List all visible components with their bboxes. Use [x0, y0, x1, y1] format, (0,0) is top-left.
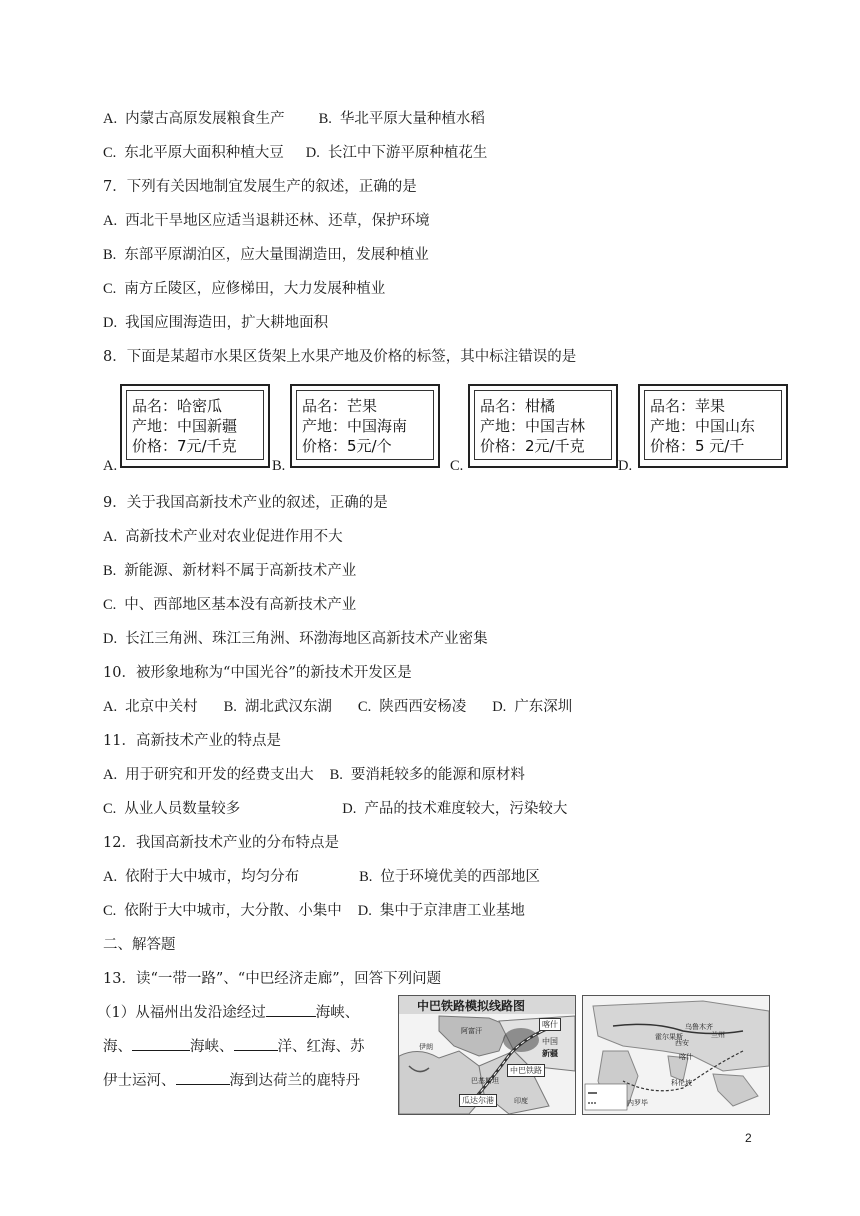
q13-text: 海峡、	[190, 1039, 234, 1055]
answer-blank[interactable]	[234, 1036, 278, 1051]
option-letter: B.	[223, 699, 237, 715]
q9-option-a	[103, 527, 343, 547]
option-letter: D.	[305, 145, 320, 161]
answer-blank[interactable]	[266, 1002, 316, 1017]
q8-option-c-letter: C.	[450, 458, 464, 474]
q7-option-c	[103, 279, 385, 299]
option-letter: A.	[103, 529, 118, 545]
q11-option-a: 用于研究和开发的经费支出大	[125, 767, 314, 783]
fruit-name: 品名：柑橘	[480, 397, 556, 415]
q6-option-d: 长江中下游平原种植花生	[327, 145, 488, 161]
option-text: 西北干旱地区应适当退耕还林、还草，保护环境	[125, 213, 430, 229]
fruit-price: 价格：5元/个	[302, 437, 392, 455]
q8-stem: 8．下面是某超市水果区货架上水果产地及价格的标签，其中标注错误的是	[103, 349, 577, 365]
fruit-price: 价格：2元/千克	[480, 437, 585, 455]
q6-option-row-1	[103, 109, 485, 129]
q13-text: 海到达荷兰的鹿特丹	[229, 1073, 360, 1089]
map-label-xian: 西安	[675, 1039, 689, 1047]
q10-option-d: 广东深圳	[514, 699, 573, 715]
q12-option-row-2	[103, 901, 525, 921]
map-label-china: 中国	[542, 1037, 558, 1046]
page-number: 2	[745, 1131, 752, 1145]
option-text: 南方丘陵区，应修梯田，大力发展种植业	[124, 281, 386, 297]
option-letter: C.	[103, 281, 117, 297]
fruit-name: 品名：芒果	[302, 397, 378, 415]
option-text: 新能源、新材料不属于高新技术产业	[124, 563, 357, 579]
section-title: 二、解答题	[103, 937, 176, 953]
fruit-label-a	[120, 384, 270, 468]
q6-option-row-2	[103, 143, 487, 163]
fruit-origin: 产地：中国吉林	[480, 417, 586, 435]
q13-part1-line1	[97, 1002, 359, 1023]
option-text: 中、西部地区基本没有高新技术产业	[124, 597, 357, 613]
map-label-khorgos: 霍尔果斯	[655, 1033, 683, 1041]
option-letter: B.	[103, 563, 117, 579]
option-text: 我国应围海造田，扩大耕地面积	[125, 315, 329, 331]
option-letter: C.	[357, 699, 372, 715]
q10-option-c: 陕西西安杨凌	[379, 699, 467, 715]
q13-text: 海峡、	[315, 1005, 360, 1021]
fruit-label-b	[290, 384, 440, 468]
fruit-origin: 产地：中国新疆	[132, 417, 238, 435]
option-letter: B.	[103, 247, 117, 263]
q10-option-a: 北京中关村	[125, 699, 198, 715]
q11-stem: 11．高新技术产业的特点是	[103, 733, 281, 749]
q13-text: （1）从福州出发沿途经过	[97, 1005, 266, 1021]
option-letter: B.	[318, 111, 332, 127]
q13-text: 海、	[103, 1039, 132, 1055]
q12-option-d: 集中于京津唐工业基地	[379, 903, 525, 919]
option-letter: A.	[103, 869, 118, 885]
option-letter: A.	[103, 213, 118, 229]
q7-option-b	[103, 245, 429, 265]
fruit-origin: 产地：中国海南	[302, 417, 408, 435]
fruit-label-c	[468, 384, 618, 468]
option-letter: A.	[103, 699, 118, 715]
q9-stem: 9．关于我国高新技术产业的叙述，正确的是	[103, 495, 388, 511]
q10-option-b: 湖北武汉东湖	[244, 699, 332, 715]
q11-option-b: 要消耗较多的能源和原材料	[350, 767, 525, 783]
fruit-label-d	[638, 384, 788, 468]
q13-stem: 13．读“一带一路”、“中巴经济走廊”，回答下列问题	[103, 971, 442, 987]
answer-blank[interactable]	[132, 1036, 190, 1051]
map-label-kashgar: 喀什	[539, 1018, 561, 1031]
q11-option-d: 产品的技术难度较大，污染较大	[364, 801, 568, 817]
option-letter: B.	[329, 767, 343, 783]
q10-options	[103, 697, 572, 717]
map-label-afghanistan: 阿富汗	[461, 1027, 482, 1035]
q8-option-a-letter: A.	[103, 458, 118, 474]
fruit-name: 品名：哈密瓜	[132, 397, 223, 415]
option-letter: D.	[103, 631, 118, 647]
q12-option-b: 位于环境优美的西部地区	[380, 869, 540, 885]
option-letter: D.	[342, 801, 357, 817]
option-letter: A.	[103, 767, 118, 783]
q12-option-a: 依附于大中城市，均匀分布	[125, 869, 300, 885]
option-letter: D.	[492, 699, 507, 715]
fruit-name: 品名：苹果	[650, 397, 726, 415]
fruit-price: 价格：5 元/千	[650, 437, 745, 455]
q8-option-b-letter: B.	[272, 458, 286, 474]
fruit-origin: 产地：中国山东	[650, 417, 756, 435]
answer-blank[interactable]	[176, 1070, 230, 1085]
map-label-lanzhou: 兰州	[711, 1031, 725, 1039]
q9-option-c	[103, 595, 356, 615]
option-letter: C.	[103, 801, 117, 817]
q8-option-d-letter: D.	[618, 458, 633, 474]
q12-stem: 12．我国高新技术产业的分布特点是	[103, 835, 339, 851]
q9-option-d	[103, 629, 488, 649]
map-label-urumqi: 乌鲁木齐	[685, 1023, 713, 1031]
q7-option-a	[103, 211, 430, 231]
q12-option-c: 依附于大中城市，大分散、小集中	[124, 903, 342, 919]
option-letter: D.	[357, 903, 372, 919]
map-graphic	[583, 996, 769, 1114]
map-label-india: 印度	[514, 1097, 528, 1105]
q6-option-a: 内蒙古高原发展粮食生产	[125, 111, 285, 127]
option-text: 长江三角洲、珠江三角洲、环渤海地区高新技术产业密集	[125, 631, 488, 647]
map-title: 中巴铁路模拟线路图	[417, 999, 526, 1013]
q11-option-row-2	[103, 799, 567, 819]
map-label-railway: 中巴铁路	[507, 1064, 545, 1077]
q11-option-row-1	[103, 765, 525, 785]
q9-option-b	[103, 561, 356, 581]
q13-part1-line3	[103, 1070, 360, 1091]
map-label-colombo: 科伦坡	[671, 1079, 692, 1087]
china-pakistan-railway-map	[398, 995, 576, 1115]
q6-option-c: 东北平原大面积种植大豆	[124, 145, 284, 161]
q13-text: 伊士运河、	[103, 1073, 176, 1089]
map-label-pakistan: 巴基斯坦	[471, 1077, 499, 1085]
belt-and-road-map	[582, 995, 770, 1115]
option-letter: C.	[103, 903, 117, 919]
q11-option-c: 从业人员数量较多	[124, 801, 241, 817]
option-letter: C.	[103, 597, 117, 613]
map-label-kashgar: 喀什	[679, 1053, 693, 1061]
option-text: 东部平原湖泊区，应大量围湖造田，发展种植业	[124, 247, 429, 263]
option-letter: D.	[103, 315, 118, 331]
q6-option-b: 华北平原大量种植水稻	[339, 111, 485, 127]
option-text: 高新技术产业对农业促进作用不大	[125, 529, 343, 545]
q10-stem: 10．被形象地称为“中国光谷”的新技术开发区是	[103, 665, 412, 681]
q13-part1-line2	[103, 1036, 365, 1057]
map-label-xinjiang: 新疆	[542, 1049, 558, 1058]
option-letter: C.	[103, 145, 117, 161]
q12-option-row-1	[103, 867, 540, 887]
q7-stem: 7．下列有关因地制宜发展生产的叙述，正确的是	[103, 179, 417, 195]
map-label-iran: 伊朗	[419, 1043, 433, 1051]
q7-option-d	[103, 313, 328, 333]
option-letter: B.	[359, 869, 373, 885]
map-label-gwadar: 瓜达尔港	[459, 1094, 497, 1107]
map-label-nairobi: 内罗毕	[627, 1099, 648, 1107]
option-letter: A.	[103, 111, 118, 127]
fruit-price: 价格：7元/千克	[132, 437, 237, 455]
q13-text: 洋、红海、苏	[277, 1039, 365, 1055]
